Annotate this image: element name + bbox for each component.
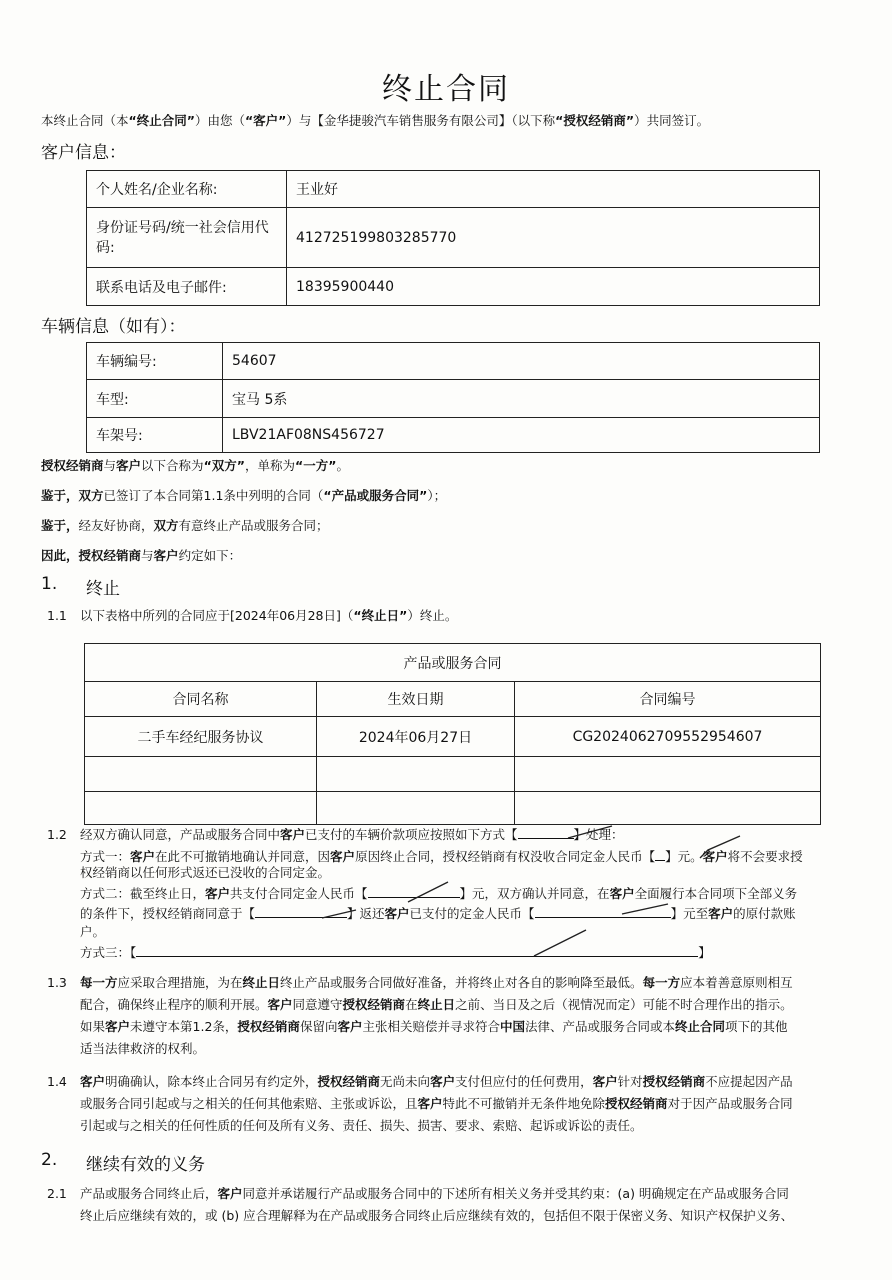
table-cell: CG2024062709552954607 [515, 717, 821, 757]
text: 将不会要求授 [727, 849, 803, 864]
text: 经双方确认同意，产品或服务合同中 [80, 827, 281, 842]
text: 不应提起因产品 [705, 1074, 793, 1089]
intro-text: ）由您（ [194, 113, 245, 128]
text: 方式三：【 [80, 945, 137, 960]
whereas-2 [41, 515, 329, 537]
term: 客户 [609, 886, 635, 901]
text: 与 [103, 458, 117, 473]
clause-1-1-text [80, 605, 457, 627]
text: 主张相关赔偿并寻求符合 [362, 1019, 500, 1034]
text: 对于因产品或服务合同 [667, 1096, 793, 1111]
term: 授权经销商 [237, 1019, 300, 1034]
clause-1-3-text [80, 972, 870, 1060]
term: 客户 [217, 1186, 243, 1201]
term: 客户 [105, 1019, 131, 1034]
term: 客户 [280, 827, 306, 842]
text: 法律、产品或服务合同或本 [525, 1019, 676, 1034]
text-line [80, 972, 870, 994]
text: 应采取合理措施，为在 [117, 975, 243, 990]
term: 鉴于， [41, 488, 79, 503]
table-row [87, 171, 820, 208]
table-cell [515, 757, 821, 792]
blank-field [655, 860, 665, 861]
vehicle-value: 宝马 5系 [223, 380, 820, 418]
table-row [85, 757, 821, 792]
column-header: 生效日期 [317, 682, 515, 717]
term: 客户 [337, 1019, 363, 1034]
term: 双方 [78, 488, 104, 503]
text: 有意终止产品或服务合同； [178, 518, 329, 533]
text: 同意遵守 [292, 997, 343, 1012]
text-line: 终止后应继续有效的，或 (b) 应合理解释为在产品或服务合同终止后应继续有效的，包括但不限于保密义务、知识产权保护义务、 [80, 1208, 794, 1223]
term: 客户 [267, 997, 293, 1012]
text: 或服务合同引起或与之相关的任何其他索赔、主张或诉讼，且 [80, 1096, 418, 1111]
text-line [80, 1183, 870, 1205]
text: 】返还 [347, 906, 385, 921]
term: 授权经销商 [78, 548, 142, 563]
clause-1-2-line [80, 903, 796, 925]
vehicle-label: 车型: [87, 380, 223, 418]
text: 。 [336, 458, 349, 473]
text: 共支付合同定金人民币【 [230, 886, 368, 901]
term: 每一方 [642, 975, 681, 990]
vehicle-value: LBV21AF08NS456727 [223, 418, 820, 453]
text: 全面履行本合同项下全部义务 [634, 886, 798, 901]
customer-label: 身份证号码/统一社会信用代码: [87, 208, 287, 268]
text: 终止产品或服务合同做好准备，并将终止对各自的影响降至最低。 [280, 975, 643, 990]
text-line [80, 1093, 870, 1115]
intro-paragraph [41, 110, 709, 132]
clause-1-2-line [80, 824, 624, 846]
blank-field [518, 838, 574, 839]
text: 明确确认，除本终止合同另有约定外， [105, 1074, 318, 1089]
term: 终止日 [417, 997, 456, 1012]
text: 特此不可撤销并无条件地免除 [442, 1096, 606, 1111]
text: 已签订了本合同第1.1条中列明的合同（ [103, 488, 324, 503]
clause-1-1-number: 1.1 [47, 608, 67, 623]
intro-term: “授权经销商” [555, 113, 635, 128]
intro-text: ）与【金华捷骏汽车销售服务有限公司】（以下称 [286, 113, 556, 128]
term: 客户 [417, 1096, 443, 1111]
term: 授权经销商 [605, 1096, 668, 1111]
term: 每一方 [80, 975, 118, 990]
section-1-number: 1. [41, 574, 58, 594]
clause-1-3-number: 1.3 [47, 975, 67, 990]
text: 针对 [617, 1074, 643, 1089]
text: 】处理： [573, 827, 624, 842]
text: ）； [427, 488, 447, 503]
clause-1-2-line: 户。 [80, 924, 106, 939]
term: 客户 [430, 1074, 456, 1089]
text: 方式二：截至终止日， [80, 886, 206, 901]
term: 鉴于， [41, 518, 79, 533]
customer-label: 联系电话及电子邮件: [87, 268, 287, 306]
text: 】元。 [665, 849, 703, 864]
clause-2-1-number: 2.1 [47, 1186, 67, 1201]
table-row [87, 418, 820, 453]
whereas-1 [41, 485, 446, 507]
text: 】元至 [670, 906, 709, 921]
text: 保留向 [299, 1019, 338, 1034]
table-row [87, 343, 820, 380]
table-cell [317, 757, 515, 792]
text-line [80, 994, 870, 1016]
text: 之前、当日及之后（视情况而定）可能不时合理作出的指示。 [455, 997, 793, 1012]
blank-field [368, 897, 460, 898]
term: 终止日 [242, 975, 281, 990]
term: 客户 [116, 458, 142, 473]
term: 终止合同 [675, 1019, 726, 1034]
table-columns-row [85, 682, 821, 717]
blank-field [136, 956, 698, 957]
text: ，单称为 [245, 458, 296, 473]
text: 原因终止合同，授权经销商有权没收合同定金人民币【 [355, 849, 656, 864]
customer-label: 个人姓名/企业名称: [87, 171, 287, 208]
term: 客户 [80, 1074, 106, 1089]
vehicle-table [86, 342, 820, 453]
term: 客户 [130, 849, 156, 864]
text: 无尚未向 [380, 1074, 431, 1089]
term: “产品或服务合同” [323, 488, 428, 503]
text: 同意并承诺履行产品或服务合同中的下述所有相关义务并受其约束：(a) 明确规定在产品或服务合同 [242, 1186, 789, 1201]
text: 与 [141, 548, 154, 563]
term: 授权经销商 [41, 458, 104, 473]
table-row [85, 792, 821, 825]
therefore-paragraph [41, 545, 241, 567]
table-cell: 2024年06月27日 [317, 717, 515, 757]
section-2-title: 继续有效的义务 [86, 1155, 205, 1175]
text: 支付但应付的任何费用， [455, 1074, 593, 1089]
column-header: 合同名称 [85, 682, 317, 717]
table-cell [85, 792, 317, 825]
clause-1-2-line [80, 942, 711, 964]
table-row [87, 380, 820, 418]
text: 项下的其他 [725, 1019, 788, 1034]
term: 客户 [708, 906, 734, 921]
intro-text: 本终止合同（本 [41, 113, 129, 128]
contract-table-header: 产品或服务合同 [85, 644, 821, 682]
term: 客户 [384, 906, 410, 921]
parties-paragraph [41, 455, 349, 477]
term: “终止日” [353, 608, 408, 623]
text: 】 [698, 945, 711, 960]
section-1-title: 终止 [86, 579, 120, 599]
table-cell [515, 792, 821, 825]
vehicle-heading: 车辆信息（如有）： [41, 317, 186, 337]
text: 以下表格中所列的合同应于[2024年06月28日]（ [80, 608, 354, 623]
customer-value: 王业好 [287, 171, 820, 208]
clause-2-1-text [80, 1183, 870, 1227]
text: 未遵守本第1.2条， [130, 1019, 238, 1034]
blank-field [255, 917, 347, 918]
text-line: 适当法律救济的权利。 [80, 1041, 206, 1056]
term: 客户 [205, 886, 231, 901]
blank-field [535, 917, 671, 918]
clause-1-4-number: 1.4 [47, 1074, 67, 1089]
table-row [85, 717, 821, 757]
text: 已支付的车辆价款项应按照如下方式【 [305, 827, 518, 842]
term: 授权经销商 [642, 1074, 706, 1089]
text: 经友好协商， [78, 518, 154, 533]
term: 授权经销商 [342, 997, 406, 1012]
intro-term: “终止合同” [128, 113, 195, 128]
text: 如果 [80, 1019, 106, 1034]
section-2-number: 2. [41, 1150, 58, 1170]
term: 授权经销商 [317, 1074, 381, 1089]
vehicle-value: 54607 [223, 343, 820, 380]
clause-1-2-number: 1.2 [47, 827, 67, 842]
vehicle-label: 车辆编号: [87, 343, 223, 380]
text-line: 引起或与之相关的任何性质的任何及所有义务、责任、损失、损害、要求、索赔、起诉或诉讼的责任。 [80, 1118, 643, 1133]
text: 已支付的定金人民币【 [409, 906, 535, 921]
text: 应本着善意原则相互 [680, 975, 793, 990]
customer-value: 18395900440 [287, 268, 820, 306]
intro-text: ）共同签订。 [634, 113, 710, 128]
contract-table [84, 643, 821, 825]
clause-1-2-line: 权经销商以任何形式返还已没收的合同定金。 [80, 865, 331, 880]
table-header-row [85, 644, 821, 682]
clause-1-2-line [80, 883, 797, 905]
table-cell [85, 757, 317, 792]
term: 双方 [153, 518, 179, 533]
page-title: 终止合同 [382, 72, 510, 107]
text-line [80, 1071, 870, 1093]
text: 在此不可撤销地确认并同意，因 [155, 849, 331, 864]
term: 客户 [702, 849, 728, 864]
text: 产品或服务合同终止后， [80, 1186, 218, 1201]
text: 配合，确保终止程序的顺利开展。 [80, 997, 268, 1012]
text: 的条件下，授权经销商同意于【 [80, 906, 256, 921]
term: “一方” [295, 458, 337, 473]
customer-heading: 客户信息： [41, 143, 126, 163]
term: 客户 [153, 548, 179, 563]
text: 约定如下： [178, 548, 242, 563]
term: 客户 [330, 849, 356, 864]
table-row [87, 208, 820, 268]
clause-1-4-text [80, 1071, 870, 1137]
text: 】元，双方确认并同意，在 [459, 886, 610, 901]
text-line [80, 1016, 870, 1038]
text: 以下合称为 [141, 458, 204, 473]
vehicle-label: 车架号: [87, 418, 223, 453]
customer-value: 412725199803285770 [287, 208, 820, 268]
column-header: 合同编号 [515, 682, 821, 717]
intro-term: “客户” [244, 113, 287, 128]
customer-table [86, 170, 820, 306]
text: 方式一： [80, 849, 131, 864]
term: 中国 [499, 1019, 525, 1034]
text: ）终止。 [407, 608, 458, 623]
text: 在 [405, 997, 418, 1012]
table-cell [317, 792, 515, 825]
table-cell: 二手车经纪服务协议 [85, 717, 317, 757]
term: 因此， [41, 548, 79, 563]
term: 客户 [592, 1074, 618, 1089]
table-row [87, 268, 820, 306]
text: 的原付款账 [733, 906, 796, 921]
term: “双方” [203, 458, 245, 473]
